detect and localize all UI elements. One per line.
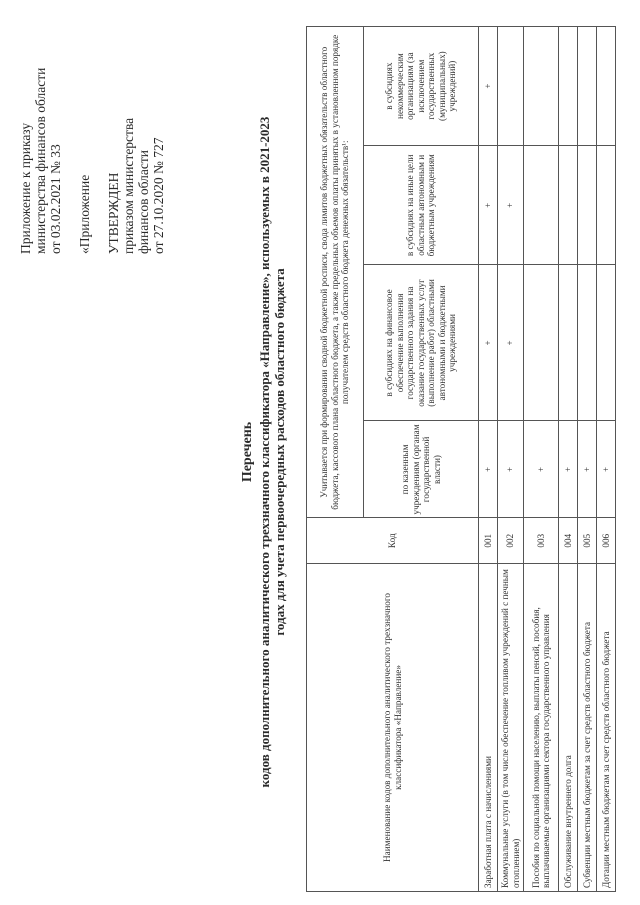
row-cell-empty [597, 27, 616, 146]
title-line: Перечень [240, 421, 255, 483]
row-cell-empty [524, 146, 559, 265]
header-line: приказом министерства [121, 117, 136, 254]
subheader-nko: в субсидиях некоммерческим организациям (за исключением государственных (муниципальных) учреждений) [364, 27, 479, 146]
row-mark: + [479, 265, 498, 421]
header-line: от 27.10.2020 № 727 [151, 137, 166, 254]
row-code: 006 [597, 518, 616, 563]
approval-header [18, 24, 166, 254]
row-cell-empty [578, 265, 597, 421]
row-name: Дотации местным бюджетам за счет средств областного бюджета [597, 563, 616, 891]
subheader-gos-zadanie: в субсидиях на финансовое обеспечение выполнения государственного задания на оказание государственных услуг (выполнение работ) областными автономными и бюджетными учреждениями [364, 265, 479, 421]
row-cell-empty [597, 146, 616, 265]
row-name: Коммунальные услуги (в том числе обеспечение топливом учреждений с печным отоплением) [498, 563, 524, 891]
row-mark: + [524, 421, 559, 518]
row-name: Заработная плата с начислениями [479, 563, 498, 891]
row-code: 005 [578, 518, 597, 563]
col-header-code: Код [307, 518, 479, 563]
row-mark: + [498, 421, 524, 518]
header-line: «Приложение [77, 174, 92, 254]
title-line: годах для учета первоочередных расходов областного бюджета [272, 268, 287, 636]
row-cell-empty [524, 265, 559, 421]
row-mark: + [498, 265, 524, 421]
subheader-kazennye: по казенным учреждениям (органам государственной власти) [364, 421, 479, 518]
title-line: кодов дополнительного аналитического трехзначного классификатора «Направление», используемых в 2021-2023 [257, 116, 272, 788]
row-code: 004 [559, 518, 578, 563]
row-cell-empty [597, 265, 616, 421]
col-header-name: Наименование кодов дополнительного аналитического трехзначного классификатора «Направление» [307, 563, 479, 891]
row-name: Субвенции местным бюджетам за счет средств областного бюджета [578, 563, 597, 891]
row-code: 002 [498, 518, 524, 563]
row-mark: + [597, 421, 616, 518]
subheader-inye-celi: в субсидиях на иные цели областным автономным и бюджетным учреждениям [364, 146, 479, 265]
table-row [559, 27, 578, 892]
row-cell-empty [498, 27, 524, 146]
header-line: от 03.02.2021 № 33 [48, 144, 63, 254]
header-line: министерства финансов области [33, 67, 48, 254]
codes-table [306, 26, 616, 892]
table-row [597, 27, 616, 892]
row-mark: + [479, 146, 498, 265]
table-row [524, 27, 559, 892]
row-mark: + [498, 146, 524, 265]
table-row [578, 27, 597, 892]
row-cell-empty [559, 146, 578, 265]
header-line: финансов области [136, 149, 151, 254]
row-code: 001 [479, 518, 498, 563]
col-header-span: Учитывается при формировании сводной бюджетной росписи, свода лимитов бюджетных обязательств областного бюджета, кассового плана областного бюджета, а также предельных объемов оплаты принятых в установленном порядке получателем средств областного бюджета денежных обязательств¹: [307, 27, 364, 519]
row-cell-empty [578, 146, 597, 265]
row-mark: + [559, 421, 578, 518]
row-mark: + [479, 27, 498, 146]
header-line: Приложение к приказу [18, 122, 33, 254]
row-cell-empty [578, 27, 597, 146]
header-line: УТВЕРЖДЕН [106, 172, 121, 254]
document-title [240, 12, 287, 892]
row-cell-empty [559, 265, 578, 421]
table-row [498, 27, 524, 892]
row-cell-empty [559, 27, 578, 146]
row-code: 003 [524, 518, 559, 563]
row-mark: + [479, 421, 498, 518]
row-cell-empty [524, 27, 559, 146]
rotated-document-page [10, 12, 630, 892]
row-name: Обслуживание внутреннего долга [559, 563, 578, 891]
row-mark: + [578, 421, 597, 518]
table-row [479, 27, 498, 892]
row-name: Пособия по социальной помощи населению, выплаты пенсий, пособия, выплачиваемые организациями сектора государственного управления [524, 563, 559, 891]
